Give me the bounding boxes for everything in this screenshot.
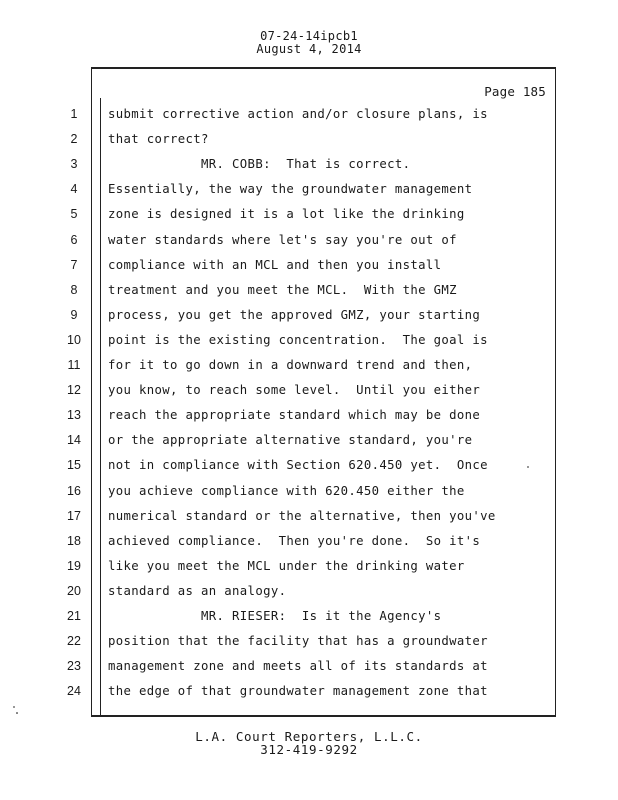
transcript-line: submit corrective action and/or closure plans, is <box>108 107 488 121</box>
line-number: 9 <box>70 307 78 322</box>
line-number: 10 <box>67 332 81 347</box>
transcript-line: position that the facility that has a groundwater <box>108 634 488 649</box>
transcript-line: like you meet the MCL under the drinking water <box>108 558 465 573</box>
court-reporter-name: L.A. Court Reporters, L.L.C. <box>195 729 423 744</box>
transcript-line: or the appropriate alternative standard, you're <box>108 433 473 448</box>
line-number: 20 <box>67 583 81 598</box>
line-number: 5 <box>70 207 78 222</box>
line-number: 18 <box>67 533 81 548</box>
transcript-line: management zone and meets all of its standards at <box>108 659 488 674</box>
transcript-line: process, you get the approved GMZ, your starting <box>108 307 481 322</box>
line-number: 22 <box>67 634 81 649</box>
line-number: 2 <box>70 132 78 147</box>
transcript-line: point is the existing concentration. The goal is <box>108 332 488 347</box>
line-number: 23 <box>67 659 81 674</box>
transcript-line: zone is designed it is a lot like the drinking <box>108 207 465 222</box>
line-number: 21 <box>67 609 81 623</box>
line-number: 17 <box>67 508 81 523</box>
transcript-line: MR. COBB: That is correct. <box>108 157 411 172</box>
scan-speck <box>13 706 15 708</box>
transcript-line: reach the appropriate standard which may be done <box>108 408 481 423</box>
transcript-date: August 4, 2014 <box>256 42 362 56</box>
line-number: 11 <box>67 358 81 372</box>
scan-speck <box>16 712 18 714</box>
court-reporter-phone: 312-419-9292 <box>260 742 358 757</box>
transcript-line: MR. RIESER: Is it the Agency's <box>108 609 442 623</box>
transcript-line: the edge of that groundwater management zone that <box>108 684 488 699</box>
line-number: 19 <box>67 558 81 573</box>
line-number: 7 <box>70 257 78 272</box>
transcript-line: numerical standard or the alternative, then you've <box>108 508 496 523</box>
page-number: Page 185 <box>484 84 546 99</box>
transcript-line: you achieve compliance with 620.450 either the <box>108 483 465 498</box>
line-number: 24 <box>67 684 81 699</box>
line-number: 6 <box>70 232 78 247</box>
line-number: 16 <box>67 483 81 498</box>
line-number: 13 <box>67 408 81 423</box>
transcript-line: achieved compliance. Then you're done. So it's <box>108 533 481 548</box>
line-number: 3 <box>70 157 78 172</box>
line-number-divider <box>100 98 101 717</box>
transcript-line: treatment and you meet the MCL. With the GMZ <box>108 282 457 297</box>
transcript-line: you know, to reach some level. Until you either <box>108 383 481 398</box>
transcript-line: standard as an analogy. <box>108 583 287 598</box>
transcript-line: compliance with an MCL and then you install <box>108 257 442 272</box>
transcript-line: for it to go down in a downward trend and then, <box>108 358 473 372</box>
line-number: 12 <box>67 383 81 398</box>
transcript-line: water standards where let's say you're out of <box>108 232 457 247</box>
transcript-line: that correct? <box>108 132 209 147</box>
transcript-line: Essentially, the way the groundwater management <box>108 182 473 197</box>
file-id: 07-24-14ipcb1 <box>260 29 358 43</box>
line-number: 8 <box>70 282 78 297</box>
line-number: 1 <box>70 107 78 121</box>
line-number: 15 <box>67 458 81 473</box>
line-number: 4 <box>70 182 78 197</box>
line-number: 14 <box>67 433 81 448</box>
scan-speck <box>527 466 529 468</box>
transcript-line: not in compliance with Section 620.450 yet. Once <box>108 458 488 473</box>
